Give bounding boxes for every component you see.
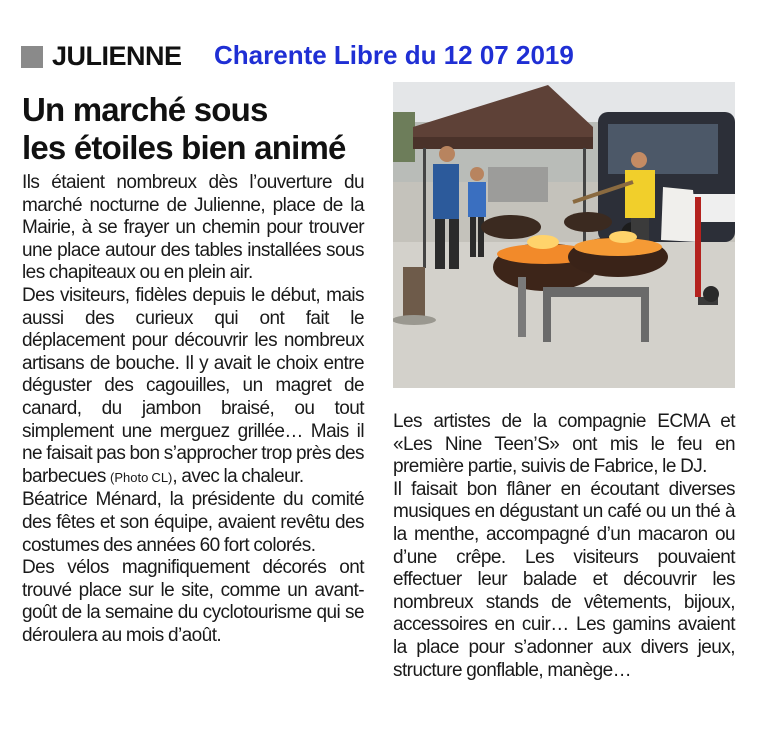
paragraph-2 (22, 285, 364, 489)
article-column-right (393, 411, 735, 682)
article-column-left (22, 172, 364, 647)
article-photo (393, 82, 735, 388)
paragraph-2-text-a: Des visiteurs, fidèles depuis le début, mais aussi des curieux qui ont fait le déplacement pour découvrir les nombreux artisans de bouche. Il y avait le choix entre déguster des cagouilles, un magret de canard, du jambon braisé, ou tout simplement une merguez grillée… Mais il ne faisait pas bon s’approcher trop près des barbecues (22, 284, 364, 487)
paragraph-2-text-b: , avec la chaleur. (172, 465, 304, 487)
paragraph-5: Les artistes de la compagnie ECMA et «Les Nine Teen’S» ont mis le feu en première partie, suivis de Fabrice, le DJ. (393, 411, 735, 478)
headline (22, 91, 346, 167)
barbecue-photo (393, 82, 735, 388)
section-name: JULIENNE (52, 41, 182, 71)
photo-credit: (Photo CL) (110, 469, 173, 485)
paragraph-3: Béatrice Ménard, la présidente du comité des fêtes et son équipe, avaient revêtu des costumes des années 60 fort colorés. (22, 489, 364, 556)
paragraph-1: Ils étaient nombreux dès l’ouverture du marché nocturne de Julienne, place de la Mairie, à se frayer un chemin pour trouver une place autour des tables installées sous les chapiteaux ou en plein air. (22, 172, 364, 284)
source-date-line: Charente Libre du 12 07 2019 (214, 40, 574, 70)
paragraph-4: Des vélos magnifiquement décorés ont trouvé place sur le site, comme un avant-goût de la semaine du cyclotourisme qui se déroulera au mois d’août. (22, 557, 364, 646)
headline-line-2: les étoiles bien animé (22, 129, 346, 166)
paragraph-6: Il faisait bon flâner en écoutant diverses musiques en dégustant un café ou un thé à la menthe, accompagné d’un macaron ou d’une crêpe. Les visiteurs pouvaient effectuer leur balade et découvrir les nombreux stands de vêtements, bijoux, accessoires en cuir… Les gamins avaient la place pour s’adonner aux divers jeux, structure gonflable, manège… (393, 478, 735, 681)
headline-line-1: Un marché sous (22, 91, 268, 128)
section-marker-icon (21, 46, 43, 68)
